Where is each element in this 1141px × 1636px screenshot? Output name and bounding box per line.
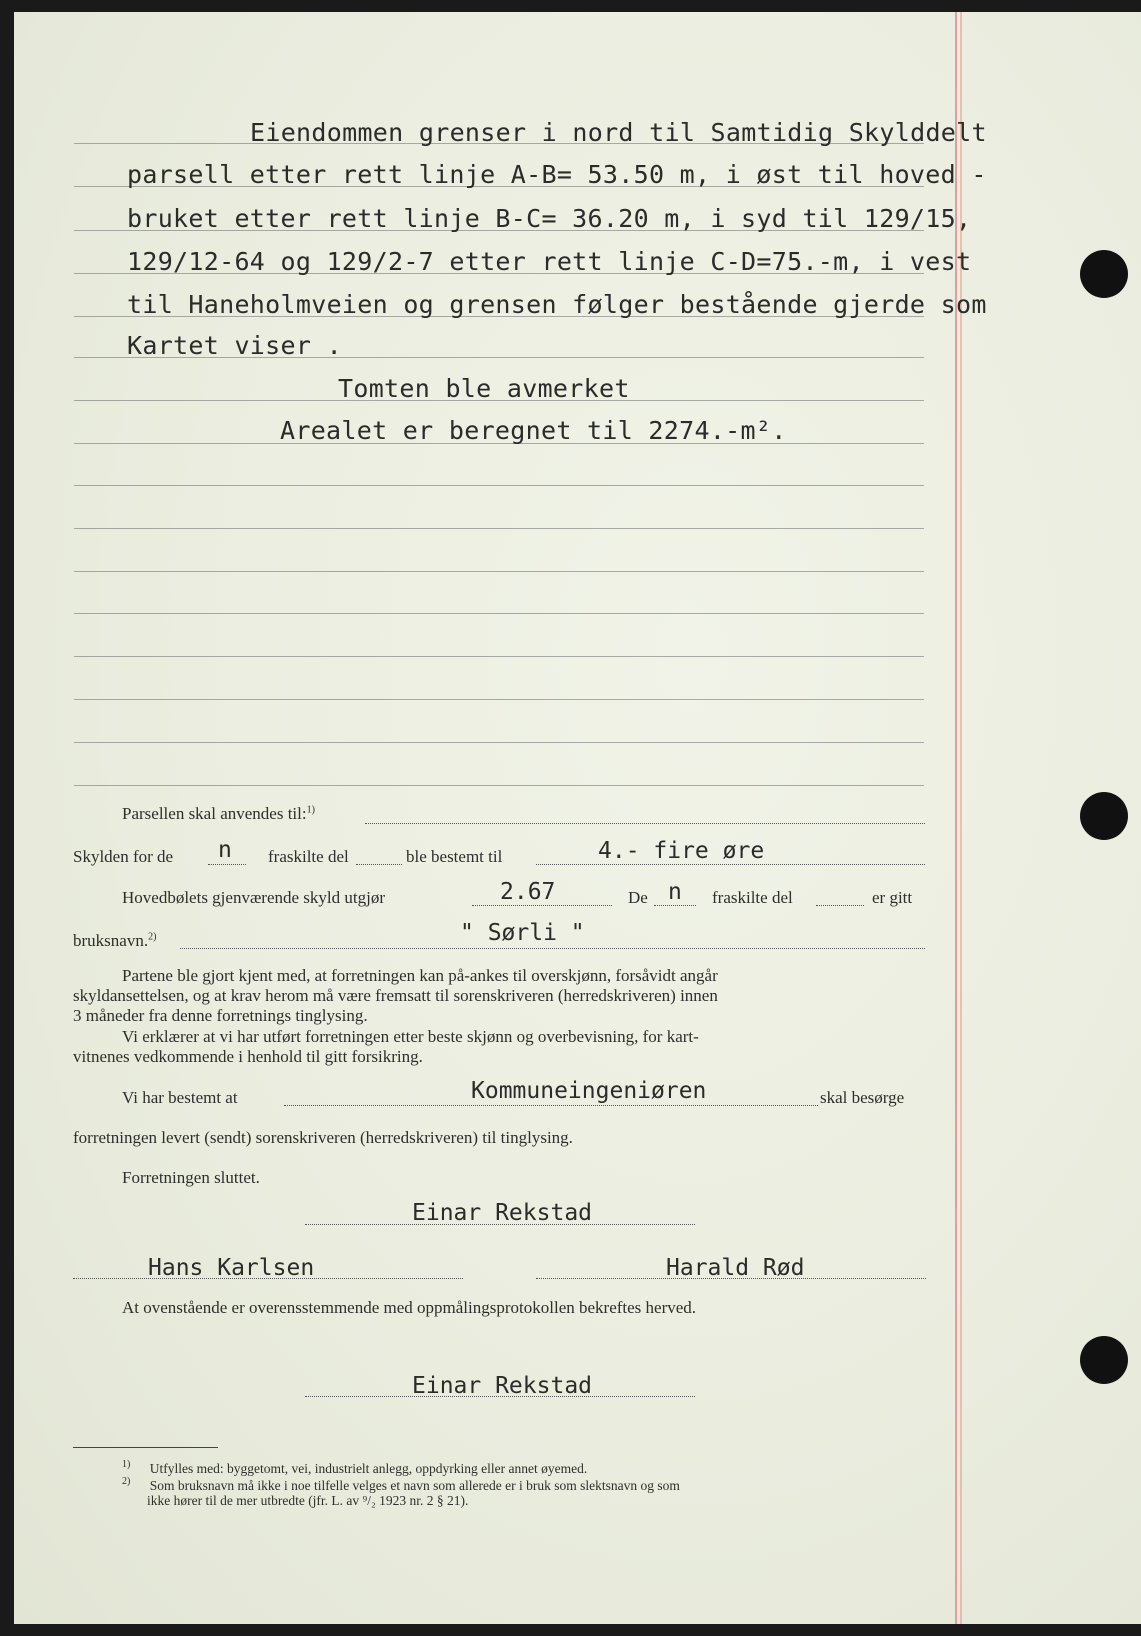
dotted-line: [654, 905, 696, 906]
dotted-line: [356, 864, 402, 865]
fraskilte-label: fraskilte del: [712, 888, 793, 907]
dotted-line: [365, 823, 925, 824]
skylden-mid: fraskilte del: [268, 847, 349, 866]
ruled-line: [74, 571, 924, 572]
punch-hole-middle: [1080, 792, 1128, 840]
dotted-line: [284, 1105, 818, 1106]
ruled-line: [74, 613, 924, 614]
ruled-line: [74, 742, 924, 743]
de-label: De: [628, 888, 648, 907]
bruksnavn-footnote-ref: 2): [148, 931, 157, 943]
signature-right: Harald Rød: [666, 1255, 805, 1281]
signature-line: [536, 1278, 926, 1279]
partene-line-2: skyldansettelsen, og at krav herom må være fremsatt til sorenskriveren (herredskriveren) innen: [73, 986, 718, 1005]
dotted-line: [180, 948, 925, 949]
footnote-2b: ikke hører til de mer utbredte (jfr. L. av ⁹/₂ 1923 nr. 2 § 21).: [147, 1493, 469, 1508]
dotted-line: [816, 905, 864, 906]
partene-line-1: Partene ble gjort kjent med, at forretningen kan på-ankes til overskjønn, forsåvidt angår: [122, 966, 718, 985]
skylden-prefix: Skylden for de: [73, 847, 174, 866]
typed-line-2: parsell etter rett linje A-B= 53.50 m, i øst til hoved -: [127, 160, 987, 189]
de-n: n: [668, 879, 682, 905]
vi-har-value: Kommuneingeniøren: [471, 1078, 707, 1104]
typed-line-4: 129/12-64 og 129/2-7 etter rett linje C-D=75.-m, i vest: [127, 247, 972, 276]
ruled-line: [74, 485, 924, 486]
bruksnavn-label: [73, 931, 156, 951]
skylden-mid2: ble bestemt til: [406, 847, 503, 866]
footnote-1-text: Utfylles med: byggetomt, vei, industrielt anlegg, oppdyrking eller annet øyemed.: [149, 1460, 588, 1476]
parsellen-label: [122, 804, 315, 824]
dotted-line: [536, 864, 925, 865]
hoved-label: Hovedbølets gjenværende skyld utgjør: [122, 888, 385, 907]
typed-line-6: Kartet viser .: [127, 331, 342, 360]
footnote-2-mark: 2): [122, 1476, 131, 1487]
ruled-line: [74, 656, 924, 657]
skylden-value: 4.- fire øre: [598, 838, 765, 864]
punch-hole-bottom: [1080, 1336, 1128, 1384]
bruksnavn-value: " Sørli ": [460, 920, 585, 946]
partene-line-3: 3 måneder fra denne forretnings tinglysing.: [73, 1006, 368, 1025]
dotted-line: [472, 905, 612, 906]
signature-final: Einar Rekstad: [412, 1373, 593, 1399]
footnote-rule: [73, 1447, 218, 1448]
signature-line: [73, 1278, 463, 1279]
vi-erklaerer-line-1: Vi erklærer at vi har utført forretningen etter beste skjønn og overbevisning, for kart-: [122, 1027, 699, 1046]
typed-line-5: til Haneholmveien og grensen følger bestående gjerde som: [127, 290, 987, 319]
footnote-1: [122, 1459, 587, 1477]
vi-har-label: Vi har bestemt at: [122, 1088, 238, 1107]
forretningen-levert: forretningen levert (sendt) sorenskriveren (herredskriveren) til tinglysing.: [73, 1128, 573, 1147]
ruled-line: [74, 785, 924, 786]
footnote-2: [122, 1476, 680, 1494]
at-ovenstaende: At ovenstående er overensstemmende med oppmålingsprotokollen bekreftes herved.: [122, 1298, 697, 1317]
ruled-line: [74, 699, 924, 700]
signature-line: [305, 1396, 695, 1397]
er-gitt-label: er gitt: [872, 888, 913, 907]
ruled-line: [74, 528, 924, 529]
signature-main: Einar Rekstad: [412, 1200, 593, 1226]
typed-line-3: bruket etter rett linje B-C= 36.20 m, i syd til 129/15,: [127, 204, 972, 233]
dotted-line: [208, 864, 246, 865]
forretningen-sluttet: Forretningen sluttet.: [122, 1168, 260, 1187]
typed-line-1: Eiendommen grenser i nord til Samtidig Skylddelt: [250, 118, 987, 147]
skal-besorge-label: skal besørge: [820, 1088, 905, 1107]
typed-line-7: Tomten ble avmerket: [338, 374, 630, 403]
signature-left: Hans Karlsen: [148, 1255, 315, 1281]
footnote-1-mark: 1): [122, 1459, 131, 1470]
hoved-value: 2.67: [500, 879, 556, 905]
punch-hole-top: [1080, 250, 1128, 298]
signature-line: [305, 1224, 695, 1225]
vi-erklaerer-line-2: vitnenes vedkommende i henhold til gitt forsikring.: [73, 1047, 423, 1066]
parsellen-footnote-ref: 1): [306, 804, 315, 816]
bruksnavn-text: bruksnavn.: [73, 931, 149, 950]
parsellen-text: Parsellen skal anvendes til:: [122, 804, 307, 823]
typed-line-8: Arealet er beregnet til 2274.-m².: [280, 416, 787, 445]
footnote-2-text-a: Som bruksnavn må ikke i noe tilfelle velges et navn som allerede er i bruk som slektsnavn og som: [149, 1477, 680, 1493]
skylden-n: n: [218, 837, 232, 863]
